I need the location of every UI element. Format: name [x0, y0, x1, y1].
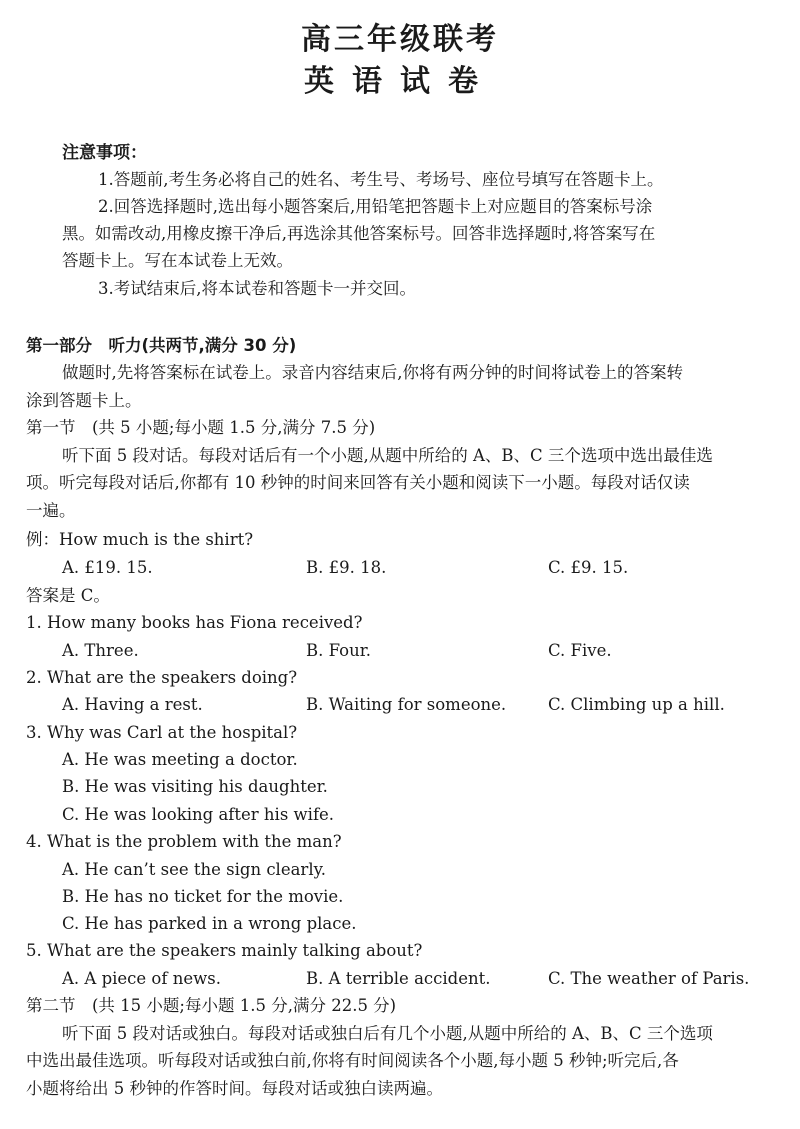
question-1: 1. How many books has Fiona received?: [26, 613, 363, 632]
section2-heading: 第二节 (共 15 小题;每小题 1.5 分,满分 22.5 分): [26, 996, 397, 1015]
example-answer: 答案是 C。: [26, 586, 110, 605]
notes-item-3: 3.考试结束后,将本试卷和答题卡一并交回。: [98, 279, 416, 298]
part1-heading: 第一部分 听力(共两节,满分 30 分): [26, 336, 297, 355]
notes-heading: 注意事项：: [62, 143, 147, 163]
example-option-c: C. £9. 15.: [548, 558, 629, 577]
question-5-option-a: A. A piece of news.: [62, 969, 221, 988]
section2-instructions-line-3: 小题将给出 5 秒钟的作答时间。每段对话或独白读两遍。: [26, 1079, 443, 1098]
question-4: 4. What is the problem with the man?: [26, 832, 342, 851]
exam-title-line1: 高三年级联考: [301, 22, 499, 57]
question-3-option-c: C. He was looking after his wife.: [62, 805, 335, 824]
section1-instructions-line-1: 听下面 5 段对话。每段对话后有一个小题,从题中所给的 A、B、C 三个选项中选出最佳选: [62, 446, 713, 465]
question-1-option-a: A. Three.: [62, 641, 139, 660]
question-5-option-c: C. The weather of Paris.: [548, 969, 750, 988]
question-2-option-b: B. Waiting for someone.: [306, 695, 507, 714]
section2-instructions-line-2: 中选出最佳选项。听每段对话或独白前,你将有时间阅读各个小题,每小题 5 秒钟;听完后,各: [26, 1051, 679, 1070]
question-2: 2. What are the speakers doing?: [26, 668, 298, 687]
notes-item-2-line-3: 答题卡上。写在本试卷上无效。: [62, 251, 293, 270]
notes-item-2-line-2: 黑。如需改动,用橡皮擦干净后,再选涂其他答案标号。回答非选择题时,将答案写在: [62, 224, 656, 243]
question-3-option-a: A. He was meeting a doctor.: [62, 750, 298, 769]
section1-instructions-line-2: 项。听完每段对话后,你都有 10 秒钟的时间来回答有关小题和阅读下一小题。每段对话仅读: [26, 473, 690, 492]
notes-item-2-line-1: 2.回答选择题时,选出每小题答案后,用铅笔把答题卡上对应题目的答案标号涂: [98, 197, 653, 216]
notes-item-1: 1.答题前,考生务必将自己的姓名、考生号、考场号、座位号填写在答题卡上。: [98, 170, 664, 189]
question-1-option-b: B. Four.: [306, 641, 372, 660]
example-question: 例：How much is the shirt?: [26, 530, 254, 549]
question-2-option-c: C. Climbing up a hill.: [548, 695, 725, 714]
part1-intro-line-1: 做题时,先将答案标在试卷上。录音内容结束后,你将有两分钟的时间将试卷上的答案转: [62, 363, 683, 382]
exam-title-line2: 英语试卷: [304, 64, 496, 99]
question-1-option-c: C. Five.: [548, 641, 612, 660]
section1-heading: 第一节 (共 5 小题;每小题 1.5 分,满分 7.5 分): [26, 418, 376, 437]
section2-instructions-line-1: 听下面 5 段对话或独白。每段对话或独白后有几个小题,从题中所给的 A、B、C 三个选项: [62, 1024, 713, 1043]
question-3-option-b: B. He was visiting his daughter.: [62, 777, 328, 796]
part1-intro-line-2: 涂到答题卡上。: [26, 391, 142, 410]
question-5: 5. What are the speakers mainly talking about?: [26, 941, 423, 960]
question-3: 3. Why was Carl at the hospital?: [26, 723, 298, 742]
question-5-option-b: B. A terrible accident.: [306, 969, 491, 988]
example-option-a: A. £19. 15.: [62, 558, 153, 577]
section1-instructions-line-3: 一遍。: [26, 501, 76, 520]
question-4-option-c: C. He has parked in a wrong place.: [62, 914, 357, 933]
question-4-option-a: A. He can’t see the sign clearly.: [62, 860, 326, 879]
question-4-option-b: B. He has no ticket for the movie.: [62, 887, 344, 906]
example-option-b: B. £9. 18.: [306, 558, 387, 577]
question-2-option-a: A. Having a rest.: [62, 695, 203, 714]
